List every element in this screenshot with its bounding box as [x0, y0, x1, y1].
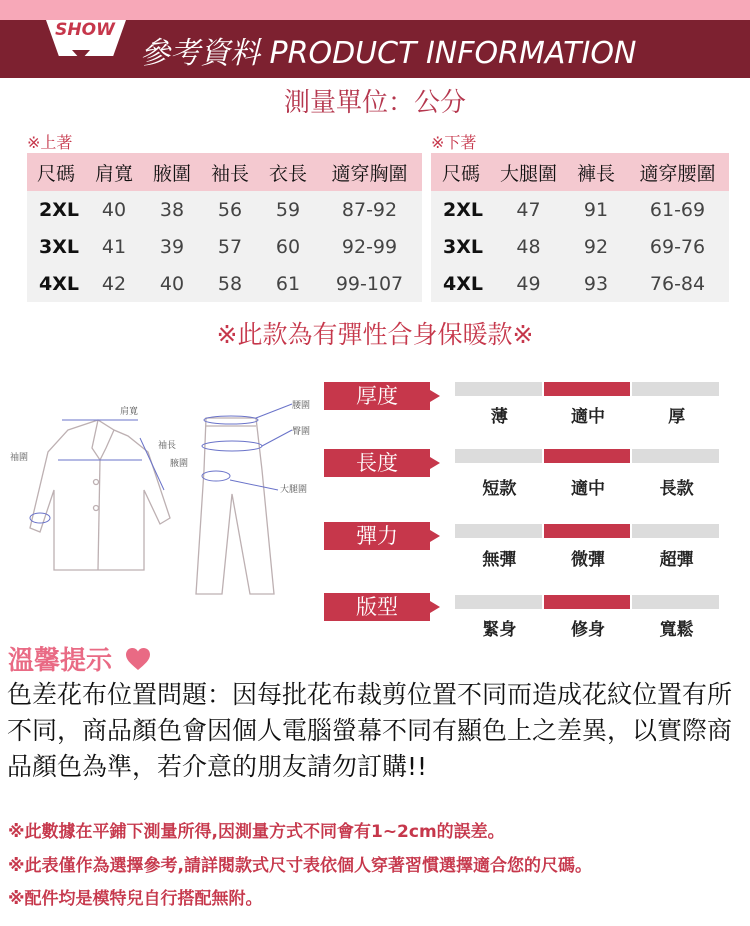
- scale-segment-selected: [544, 449, 633, 463]
- table-row: [27, 265, 422, 302]
- option-label: 修身: [571, 620, 605, 640]
- table-cell: 41: [85, 228, 143, 265]
- fit-type-scale: [455, 595, 721, 609]
- scale-segment: [632, 449, 721, 463]
- note-line: ※此表僅作為選擇參考,請詳閱款式尺寸表依個人穿著習慣選擇適合您的尺碼。: [8, 856, 592, 876]
- table-cell: 91: [566, 191, 626, 228]
- table-cell: 99-107: [317, 265, 422, 302]
- jacket-illustration: [30, 420, 170, 570]
- table-cell: 92-99: [317, 228, 422, 265]
- table-cell: 56: [201, 191, 259, 228]
- size-cell: 4XL: [431, 265, 491, 302]
- option-label: 無彈: [482, 550, 517, 570]
- measurement-unit: 測量單位：公分: [283, 88, 466, 118]
- pants-illustration: [196, 418, 274, 594]
- header-cell: 袖長: [201, 153, 259, 191]
- fit-type-options: [455, 615, 721, 640]
- fit-notice: ※此款為有彈性合身保暖款※: [216, 320, 534, 349]
- note-line: ※配件均是模特兒自行搭配無附。: [8, 889, 263, 909]
- tops-caption: ※上著: [27, 130, 422, 153]
- scale-segment: [632, 524, 721, 538]
- option-label: 緊身: [482, 620, 517, 640]
- table-cell: 61-69: [626, 191, 729, 228]
- option-label: 微彈: [571, 550, 605, 570]
- scale-segment-selected: [544, 524, 633, 538]
- thickness-scale: [455, 382, 721, 396]
- bottoms-caption: ※下著: [431, 130, 729, 153]
- table-cell: 61: [259, 265, 317, 302]
- table-row: [27, 228, 422, 265]
- size-cell: 3XL: [27, 228, 85, 265]
- table-cell: 42: [85, 265, 143, 302]
- scale-segment: [455, 449, 544, 463]
- length-scale: [455, 449, 721, 463]
- heart-icon: [125, 647, 151, 671]
- table-cell: 38: [143, 191, 201, 228]
- scale-segment: [632, 382, 721, 396]
- table-cell: 57: [201, 228, 259, 265]
- show-tag-text: SHOW: [55, 20, 115, 40]
- garment-measurement-figure: [10, 390, 322, 600]
- size-cell: 4XL: [27, 265, 85, 302]
- thickness-label: 厚度: [324, 382, 430, 410]
- length-options: [455, 474, 721, 499]
- table-cell: 49: [491, 265, 566, 302]
- table-cell: 47: [491, 191, 566, 228]
- table-row: [431, 191, 729, 228]
- table-cell: 40: [143, 265, 201, 302]
- table-cell: 87-92: [317, 191, 422, 228]
- top-pink-strip: [0, 0, 750, 20]
- table-cell: 76-84: [626, 265, 729, 302]
- option-label: 厚: [668, 407, 686, 427]
- scale-segment-selected: [544, 595, 633, 609]
- header-cell: 大腿圍: [491, 153, 566, 191]
- header-cell: 適穿胸圍: [317, 153, 422, 191]
- thickness-options: [455, 402, 721, 427]
- header-cell: 衣長: [259, 153, 317, 191]
- header-cell: 肩寬: [85, 153, 143, 191]
- table-row: [27, 191, 422, 228]
- elasticity-options: [455, 545, 721, 570]
- table-header-row: [27, 153, 422, 191]
- armhole-label: 腋圍: [170, 459, 189, 469]
- option-label: 適中: [571, 479, 605, 499]
- tips-title: [8, 640, 151, 677]
- waist-label: 腰圍: [292, 401, 311, 411]
- table-cell: 58: [201, 265, 259, 302]
- option-label: 超彈: [659, 550, 694, 570]
- cuff-label: 袖圍: [10, 453, 29, 463]
- option-label: 適中: [571, 407, 605, 427]
- header-cell: 褲長: [566, 153, 626, 191]
- size-cell: 2XL: [27, 191, 85, 228]
- shoulder-label: 肩寬: [120, 407, 139, 417]
- size-cell: 2XL: [431, 191, 491, 228]
- bottoms-size-table: [431, 130, 729, 302]
- header-cell: 腋圍: [143, 153, 201, 191]
- tips-title-text: 溫馨提示: [8, 646, 113, 676]
- hip-label: 臀圍: [292, 427, 311, 437]
- note-line: ※此數據在平鋪下測量所得,因測量方式不同會有1~2cm的誤差。: [8, 822, 505, 842]
- fit-type-label: 版型: [324, 593, 430, 621]
- length-label: 長度: [324, 449, 430, 477]
- table-cell: 48: [491, 228, 566, 265]
- elasticity-scale: [455, 524, 721, 538]
- scale-segment: [455, 524, 544, 538]
- size-cell: 3XL: [431, 228, 491, 265]
- table-cell: 69-76: [626, 228, 729, 265]
- thigh-label: 大腿圍: [280, 485, 308, 495]
- table-cell: 59: [259, 191, 317, 228]
- scale-segment: [632, 595, 721, 609]
- table-cell: 93: [566, 265, 626, 302]
- option-label: 短款: [482, 479, 517, 499]
- tips-body: 色差花布位置問題：因每批花布裁剪位置不同而造成花紋位置有所不同，商品顏色會因個人電腦螢幕不同有顯色上之差異，以實際商品顏色為準，若介意的朋友請勿訂購!!: [7, 680, 733, 781]
- table-row: [431, 228, 729, 265]
- header-cell: 尺碼: [27, 153, 85, 191]
- header-cell: 適穿腰圍: [626, 153, 729, 191]
- table-cell: 40: [85, 191, 143, 228]
- elasticity-label: 彈力: [324, 522, 430, 550]
- scale-segment: [455, 382, 544, 396]
- tops-size-table: [27, 130, 422, 302]
- table-row: [431, 265, 729, 302]
- show-arrow-icon: [72, 50, 90, 60]
- option-label: 薄: [490, 407, 508, 427]
- scale-segment: [455, 595, 544, 609]
- option-label: 寬鬆: [659, 620, 694, 640]
- header-cell: 尺碼: [431, 153, 491, 191]
- table-cell: 92: [566, 228, 626, 265]
- table-cell: 39: [143, 228, 201, 265]
- sleeve-label: 袖長: [158, 441, 177, 451]
- table-cell: 60: [259, 228, 317, 265]
- option-label: 長款: [659, 479, 694, 499]
- scale-segment-selected: [544, 382, 633, 396]
- table-header-row: [431, 153, 729, 191]
- banner-title: 參考資料 PRODUCT INFORMATION: [140, 36, 637, 71]
